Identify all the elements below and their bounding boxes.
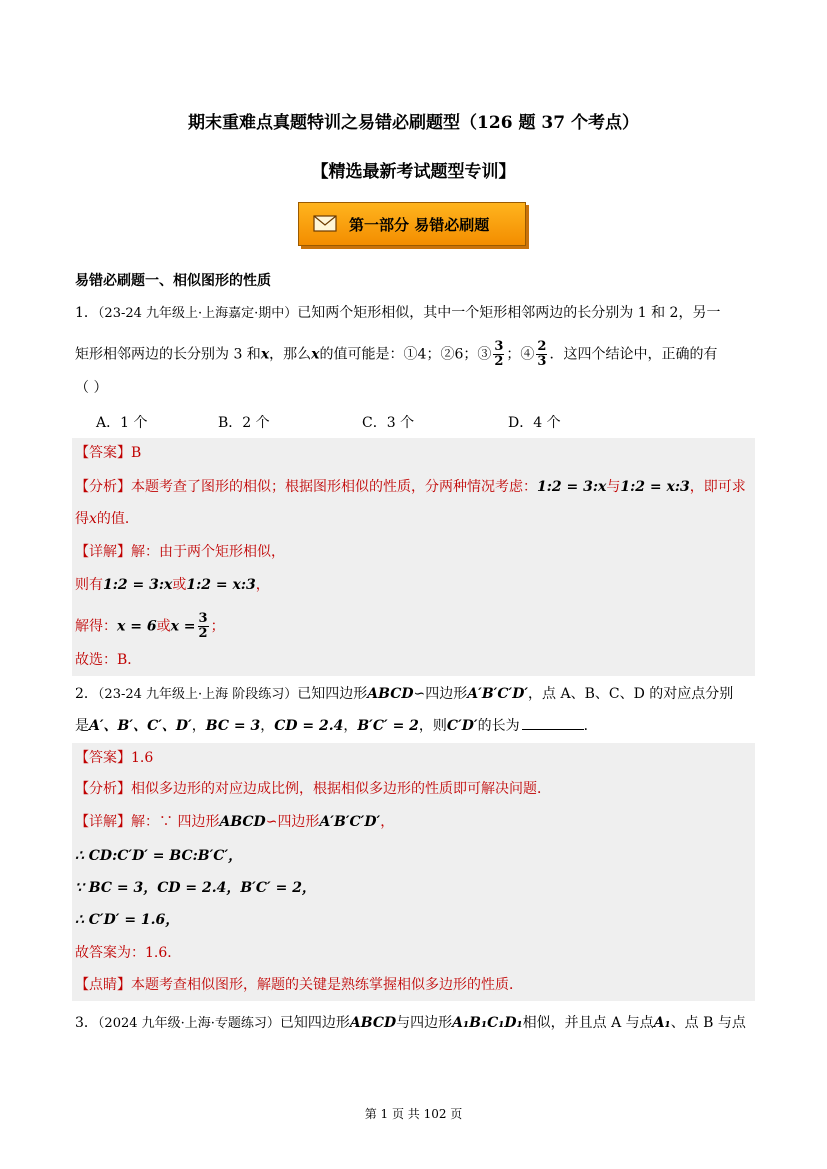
- q2-detail-3: ∵ BC = 3，CD = 2.4，B′C′ = 2，: [75, 880, 316, 896]
- page-subtitle: 【精选最新考试题型专训】: [311, 162, 516, 182]
- q3-line1: 3．（2024 九年级·上海·专题练习）已知四边形ABCD与四边形A₁B₁C₁D₁相似，并且点 A 与点A₁、点 B 与点: [75, 1015, 746, 1031]
- q1-detail-4: 故选：B．: [75, 652, 142, 668]
- q1-analysis-1: 【分析】本题考查了图形的相似；根据图形相似的性质，分两种情况考虑：1:2 = 3:x与1:2 = x:3，即可求: [75, 479, 746, 495]
- q2-answer: 【答案】1.6: [75, 750, 154, 766]
- q1-option-a[interactable]: A．1 个: [96, 415, 148, 431]
- q2-detail-2: ∴ CD:C′D′ = BC:B′C′，: [75, 848, 243, 864]
- q2-detail-4: ∴ C′D′ = 1.6，: [75, 912, 180, 928]
- q1-option-c[interactable]: C．3 个: [362, 415, 415, 431]
- envelope-icon: [313, 214, 337, 232]
- q1-detail-1: 【详解】解：由于两个矩形相似，: [75, 544, 285, 560]
- q2-analysis: 【分析】相似多边形的对应边成比例，根据相似多边形的性质即可解决问题．: [75, 781, 551, 797]
- q1-option-b[interactable]: B．2 个: [218, 415, 270, 431]
- q2-line1: 2．（23-24 九年级上·上海 阶段练习）已知四边形ABCD∽四边形A′B′C′D′，点 A、B、C、D 的对应点分别: [75, 686, 734, 702]
- q1-line3: （ ）: [75, 380, 108, 396]
- fraction-3-2-solution: $\frac{3}{2}$: [198, 611, 208, 641]
- q2-note: 【点睛】本题考查相似图形，解题的关键是熟练掌握相似多边形的性质．: [75, 977, 523, 993]
- section-heading: 易错必刷题一、相似图形的性质: [75, 273, 271, 289]
- fraction-2-3: $\frac{2}{3}$: [537, 339, 547, 369]
- answer-blank[interactable]: [522, 729, 584, 730]
- page-footer: 第 1 页 共 102 页: [364, 1107, 463, 1121]
- q1-option-d[interactable]: D．4 个: [508, 415, 561, 431]
- q1-detail-3: 解得：x = 6或x = $\frac{3}{2}$ ；: [75, 611, 225, 641]
- q1-detail-2: 则有1:2 = 3:x或1:2 = x:3，: [75, 577, 270, 593]
- q2-detail-5: 故答案为：1.6．: [75, 945, 182, 961]
- banner-label: 第一部分 易错必刷题: [349, 216, 490, 234]
- page-title: 期末重难点真题特训之易错必刷题型（126 题 37 个考点）: [188, 113, 639, 133]
- q2-detail-1: 【详解】解：∵ 四边形ABCD∽四边形A′B′C′D′，: [75, 814, 395, 830]
- q1-analysis-2: 得x的值．: [75, 511, 139, 527]
- section-banner: [298, 202, 526, 246]
- q1-line1: 1．（23-24 九年级上·上海嘉定·期中）已知两个矩形相似，其中一个矩形相邻两边的长分别为 1 和 2，另一: [75, 305, 721, 321]
- fraction-3-2: $\frac{3}{2}$: [494, 339, 504, 369]
- q1-answer: 【答案】B: [75, 445, 142, 461]
- q1-line2: 矩形相邻两边的长分别为 3 和x，那么x的值可能是：①4；②6；③ $\frac{3}{2}$ ；④ $\frac{2}{3}$ ．这四个结论中，正确的有: [75, 339, 718, 369]
- q2-line2: 是A′、B′、C′、D′，BC = 3，CD = 2.4，B′C′ = 2，则C′D′的长为 ．: [75, 718, 598, 734]
